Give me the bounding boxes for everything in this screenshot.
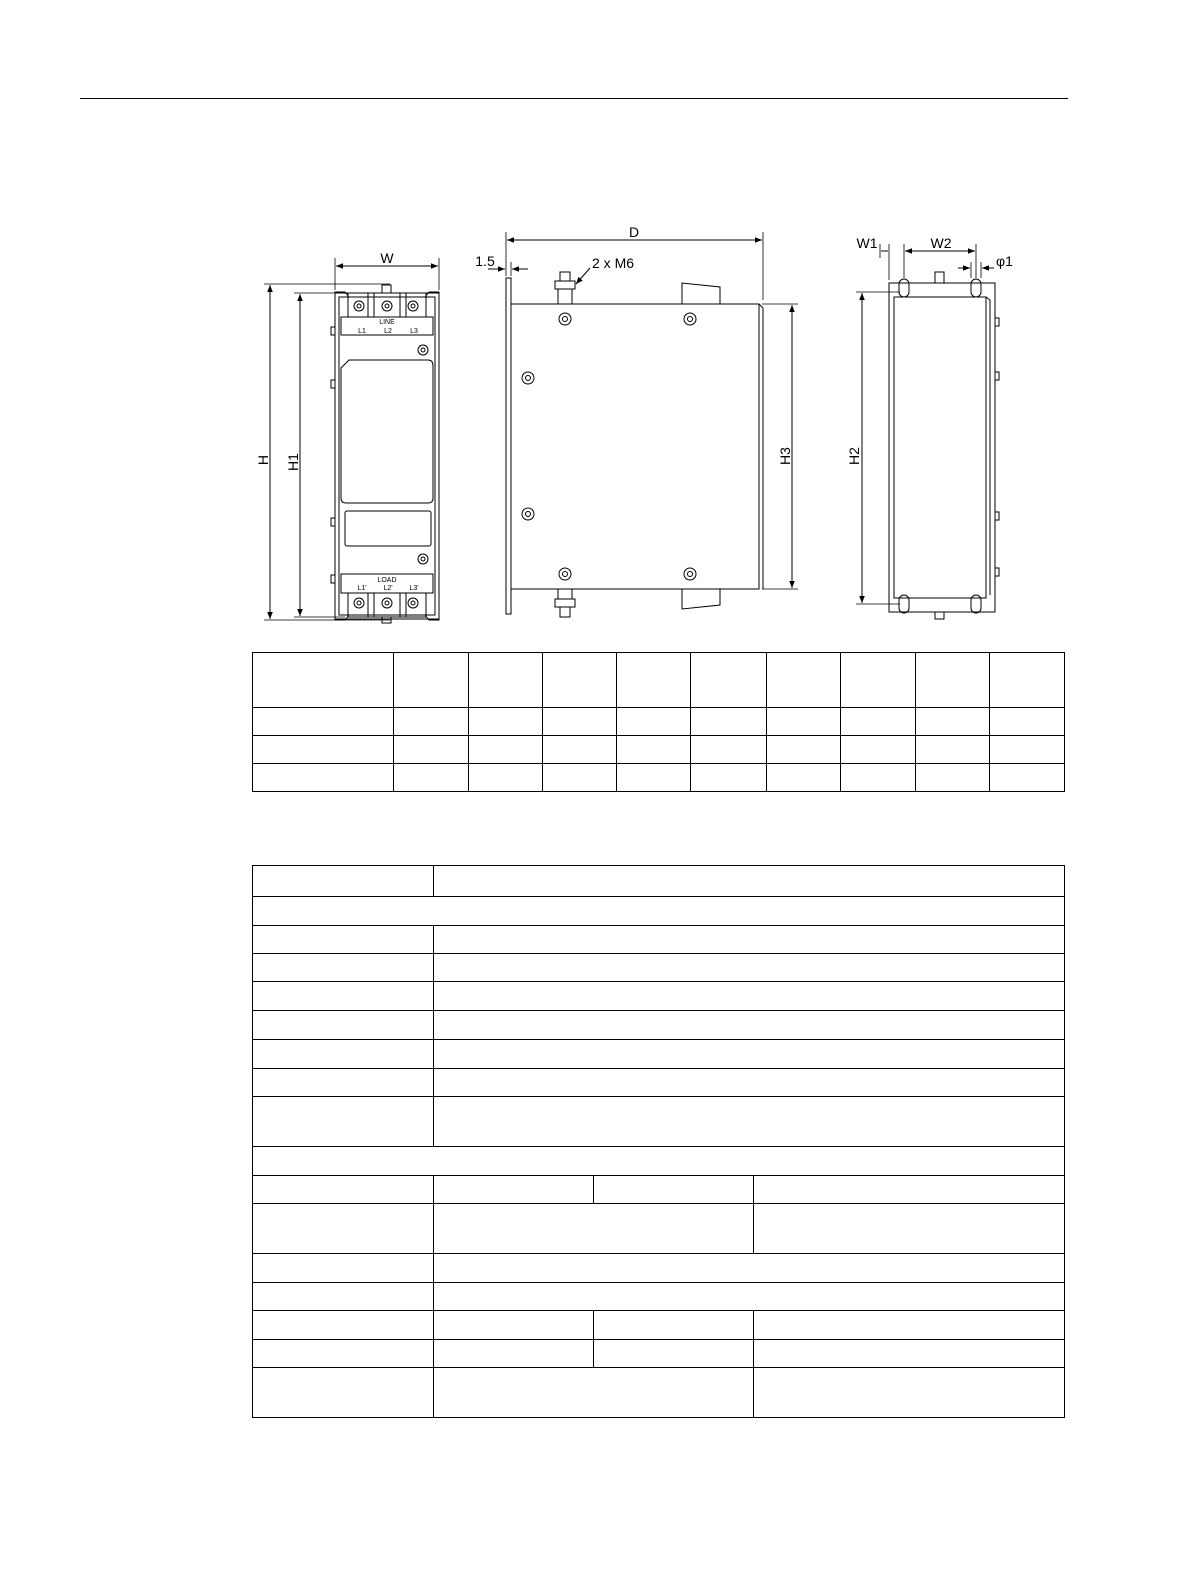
table-cell — [840, 736, 915, 764]
label-terminal-l2p: L2' — [383, 585, 393, 592]
table-cell — [253, 954, 434, 982]
label-h3: H3 — [777, 447, 793, 465]
label-load: LOAD — [377, 577, 397, 584]
table-cell — [543, 736, 617, 764]
table-cell — [253, 1176, 434, 1204]
table-cell — [469, 736, 543, 764]
table-cell — [434, 1204, 754, 1254]
table-cell — [253, 1204, 434, 1254]
label-w1: W1 — [856, 235, 878, 251]
table-cell — [840, 764, 915, 792]
table-row — [253, 1069, 1065, 1097]
table-cell — [543, 653, 617, 708]
label-line: LINE — [379, 319, 395, 326]
table-cell — [434, 1254, 1065, 1283]
table-cell — [394, 708, 469, 736]
label-h1: H1 — [285, 453, 301, 471]
table-cell — [989, 653, 1064, 708]
table-row — [253, 897, 1065, 926]
table-cell — [253, 982, 434, 1011]
side-view — [488, 232, 798, 617]
label-w2: W2 — [930, 235, 952, 251]
dimension-table — [252, 652, 1065, 792]
table-cell — [766, 764, 840, 792]
table-cell — [915, 653, 989, 708]
table-row — [253, 954, 1065, 982]
table-cell — [394, 736, 469, 764]
table-cell — [253, 653, 394, 708]
table-cell — [253, 736, 394, 764]
table-cell — [434, 954, 1065, 982]
table-cell — [434, 926, 1065, 954]
table-row — [253, 1011, 1065, 1040]
table-cell — [691, 653, 766, 708]
table-row — [253, 1368, 1065, 1418]
table-cell — [253, 1040, 434, 1069]
table-row — [253, 764, 1065, 792]
label-terminal-l2: L2 — [384, 328, 392, 335]
table-cell — [691, 708, 766, 736]
table-row — [253, 866, 1065, 897]
table-cell — [253, 1011, 434, 1040]
table-cell — [434, 1040, 1065, 1069]
label-plate-thickness: 1.5 — [475, 253, 495, 269]
label-terminal-l1: L1 — [358, 328, 366, 335]
table-cell — [617, 708, 691, 736]
table-cell — [434, 1340, 594, 1368]
table-row — [253, 708, 1065, 736]
table-cell — [253, 1340, 434, 1368]
front-view — [264, 258, 439, 623]
table-cell — [915, 708, 989, 736]
label-terminal-l3: L3 — [410, 328, 418, 335]
label-w: W — [380, 250, 394, 266]
table-cell — [253, 866, 434, 897]
label-hole: φ1 — [996, 253, 1013, 269]
spec-table — [252, 865, 1065, 1418]
table-cell — [754, 1204, 1065, 1254]
table-cell — [434, 982, 1065, 1011]
table-cell — [253, 1147, 1065, 1176]
dimension-drawing — [0, 0, 1191, 640]
table-cell — [394, 764, 469, 792]
table-cell — [543, 708, 617, 736]
label-terminal-l3p: L3' — [409, 585, 419, 592]
table-cell — [543, 764, 617, 792]
label-terminal-l1p: L1' — [357, 585, 367, 592]
table-row — [253, 1097, 1065, 1147]
table-cell — [691, 764, 766, 792]
table-row — [253, 1204, 1065, 1254]
table-cell — [594, 1176, 754, 1204]
table-row — [253, 1254, 1065, 1283]
table-row — [253, 1040, 1065, 1069]
table-cell — [253, 1311, 434, 1340]
table-cell — [989, 764, 1064, 792]
table-cell — [754, 1368, 1065, 1418]
table-row — [253, 653, 1065, 708]
table-cell — [253, 708, 394, 736]
table-cell — [766, 708, 840, 736]
table-row — [253, 1340, 1065, 1368]
table-cell — [253, 1283, 434, 1311]
table-cell — [469, 653, 543, 708]
table-cell — [253, 764, 394, 792]
table-cell — [766, 736, 840, 764]
label-stud: 2 x M6 — [592, 255, 635, 271]
table-cell — [434, 1311, 594, 1340]
table-cell — [754, 1340, 1065, 1368]
table-cell — [434, 1176, 594, 1204]
table-row — [253, 926, 1065, 954]
table-row — [253, 1283, 1065, 1311]
table-row — [253, 1311, 1065, 1340]
table-cell — [754, 1176, 1065, 1204]
table-cell — [754, 1311, 1065, 1340]
label-h2: H2 — [846, 447, 862, 465]
table-cell — [253, 1254, 434, 1283]
table-cell — [766, 653, 840, 708]
table-cell — [394, 653, 469, 708]
table-cell — [253, 1069, 434, 1097]
table-cell — [434, 866, 1065, 897]
table-cell — [253, 926, 434, 954]
table-cell — [691, 736, 766, 764]
table-row — [253, 1176, 1065, 1204]
rear-view — [856, 244, 999, 619]
table-cell — [434, 1368, 754, 1418]
table-cell — [469, 708, 543, 736]
label-h: H — [255, 454, 271, 466]
table-cell — [469, 764, 543, 792]
table-cell — [617, 736, 691, 764]
table-cell — [253, 1368, 434, 1418]
table-cell — [915, 736, 989, 764]
table-cell — [989, 736, 1064, 764]
table-cell — [434, 1069, 1065, 1097]
table-cell — [434, 1011, 1065, 1040]
table-cell — [434, 1283, 1065, 1311]
table-cell — [840, 653, 915, 708]
table-row — [253, 1147, 1065, 1176]
table-cell — [594, 1311, 754, 1340]
table-row — [253, 736, 1065, 764]
table-cell — [594, 1340, 754, 1368]
table-cell — [617, 653, 691, 708]
table-cell — [915, 764, 989, 792]
table-cell — [989, 708, 1064, 736]
table-cell — [253, 897, 1065, 926]
table-cell — [840, 708, 915, 736]
table-cell — [253, 1097, 434, 1147]
table-cell — [434, 1097, 1065, 1147]
label-d: D — [628, 224, 640, 240]
table-row — [253, 982, 1065, 1011]
table-cell — [617, 764, 691, 792]
